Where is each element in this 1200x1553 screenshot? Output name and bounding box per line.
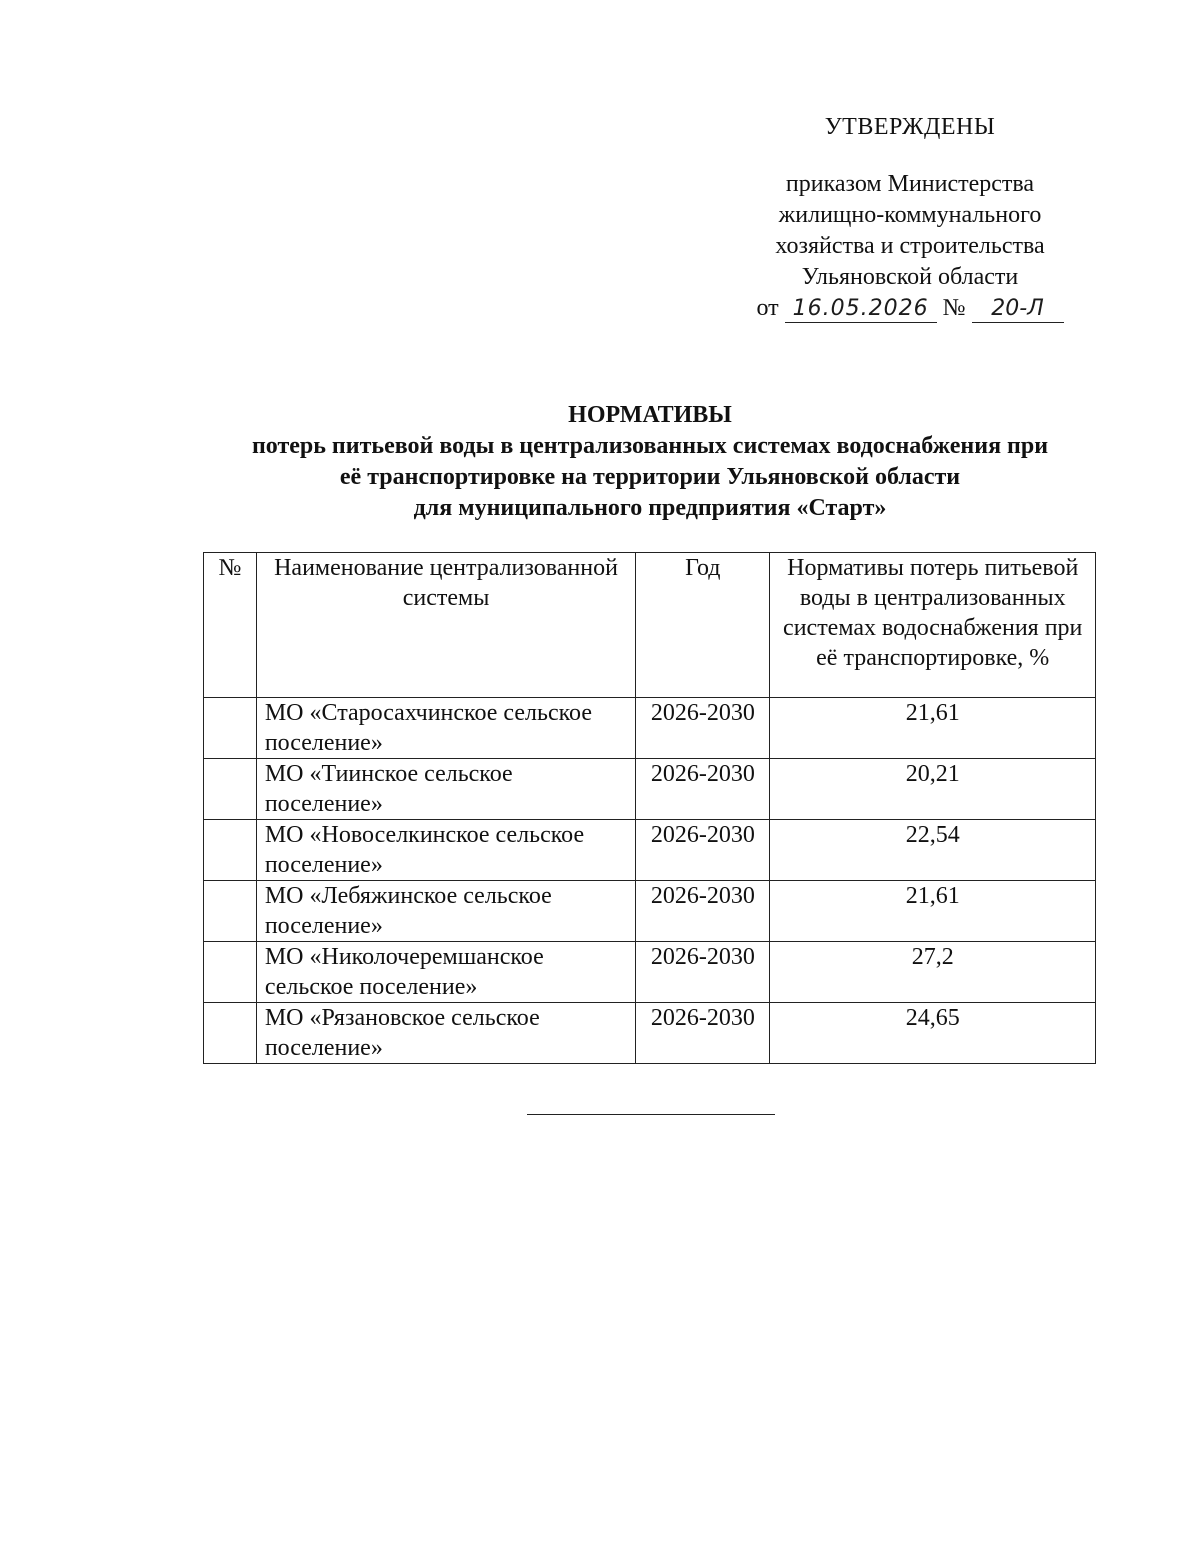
row-year: 2026-2030 (636, 942, 770, 1003)
row-year: 2026-2030 (636, 698, 770, 759)
header-loss-norm: Нормативы потерь питьевой воды в централизованных системах водоснабжения при её транспортировке, % (770, 553, 1096, 698)
handwritten-date: 16.05.2026 (785, 296, 937, 323)
heading-line: для муниципального предприятия «Старт» (413, 495, 887, 521)
table-row (204, 820, 1096, 881)
row-number (204, 759, 257, 820)
table-row (204, 698, 1096, 759)
row-number (204, 942, 257, 1003)
approval-line: жилищно-коммунального (778, 202, 1042, 228)
header-number: № (204, 553, 257, 698)
handwritten-number: 20-Л (972, 296, 1064, 323)
header-system-name: Наименование централизованной системы (256, 553, 635, 698)
table-header-row (204, 553, 1096, 698)
row-number (204, 698, 257, 759)
row-loss-norm: 27,2 (770, 942, 1096, 1003)
row-year: 2026-2030 (636, 820, 770, 881)
row-loss-norm: 21,61 (770, 881, 1096, 942)
norms-table (203, 552, 1096, 1064)
approval-block (740, 112, 1080, 324)
approval-line: приказом Министерства (785, 171, 1035, 197)
row-year: 2026-2030 (636, 881, 770, 942)
heading-title: НОРМАТИВЫ (568, 402, 732, 428)
closing-rule (527, 1114, 775, 1115)
row-system-name: МО «Новоселкинское сельское поселение» (256, 820, 635, 881)
row-system-name: МО «Лебяжинское сельское поселение» (256, 881, 635, 942)
header-year: Год (636, 553, 770, 698)
table-row (204, 881, 1096, 942)
heading-line: её транспортировке на территории Ульяновской области (339, 464, 961, 490)
heading-line: потерь питьевой воды в централизованных системах водоснабжения при (251, 433, 1049, 459)
row-system-name: МО «Старосахчинское сельское поселение» (256, 698, 635, 759)
table-row (204, 759, 1096, 820)
table-row (204, 1003, 1096, 1064)
row-system-name: МО «Тиинское сельское поселение» (256, 759, 635, 820)
row-system-name: МО «Николочеремшанское сельское поселение» (256, 942, 635, 1003)
row-number (204, 881, 257, 942)
approval-date-line (740, 293, 1080, 324)
row-loss-norm: 21,61 (770, 698, 1096, 759)
row-loss-norm: 22,54 (770, 820, 1096, 881)
document-heading (150, 400, 1150, 524)
approval-title: УТВЕРЖДЕНЫ (824, 114, 996, 140)
table-row (204, 942, 1096, 1003)
row-system-name: МО «Рязановское сельское поселение» (256, 1003, 635, 1064)
approval-line: Ульяновской области (801, 264, 1019, 290)
row-loss-norm: 20,21 (770, 759, 1096, 820)
approval-line: хозяйства и строительства (775, 233, 1045, 259)
date-prefix: от (756, 295, 779, 321)
row-loss-norm: 24,65 (770, 1003, 1096, 1064)
number-prefix: № (942, 295, 966, 321)
row-year: 2026-2030 (636, 1003, 770, 1064)
row-number (204, 820, 257, 881)
row-number (204, 1003, 257, 1064)
row-year: 2026-2030 (636, 759, 770, 820)
